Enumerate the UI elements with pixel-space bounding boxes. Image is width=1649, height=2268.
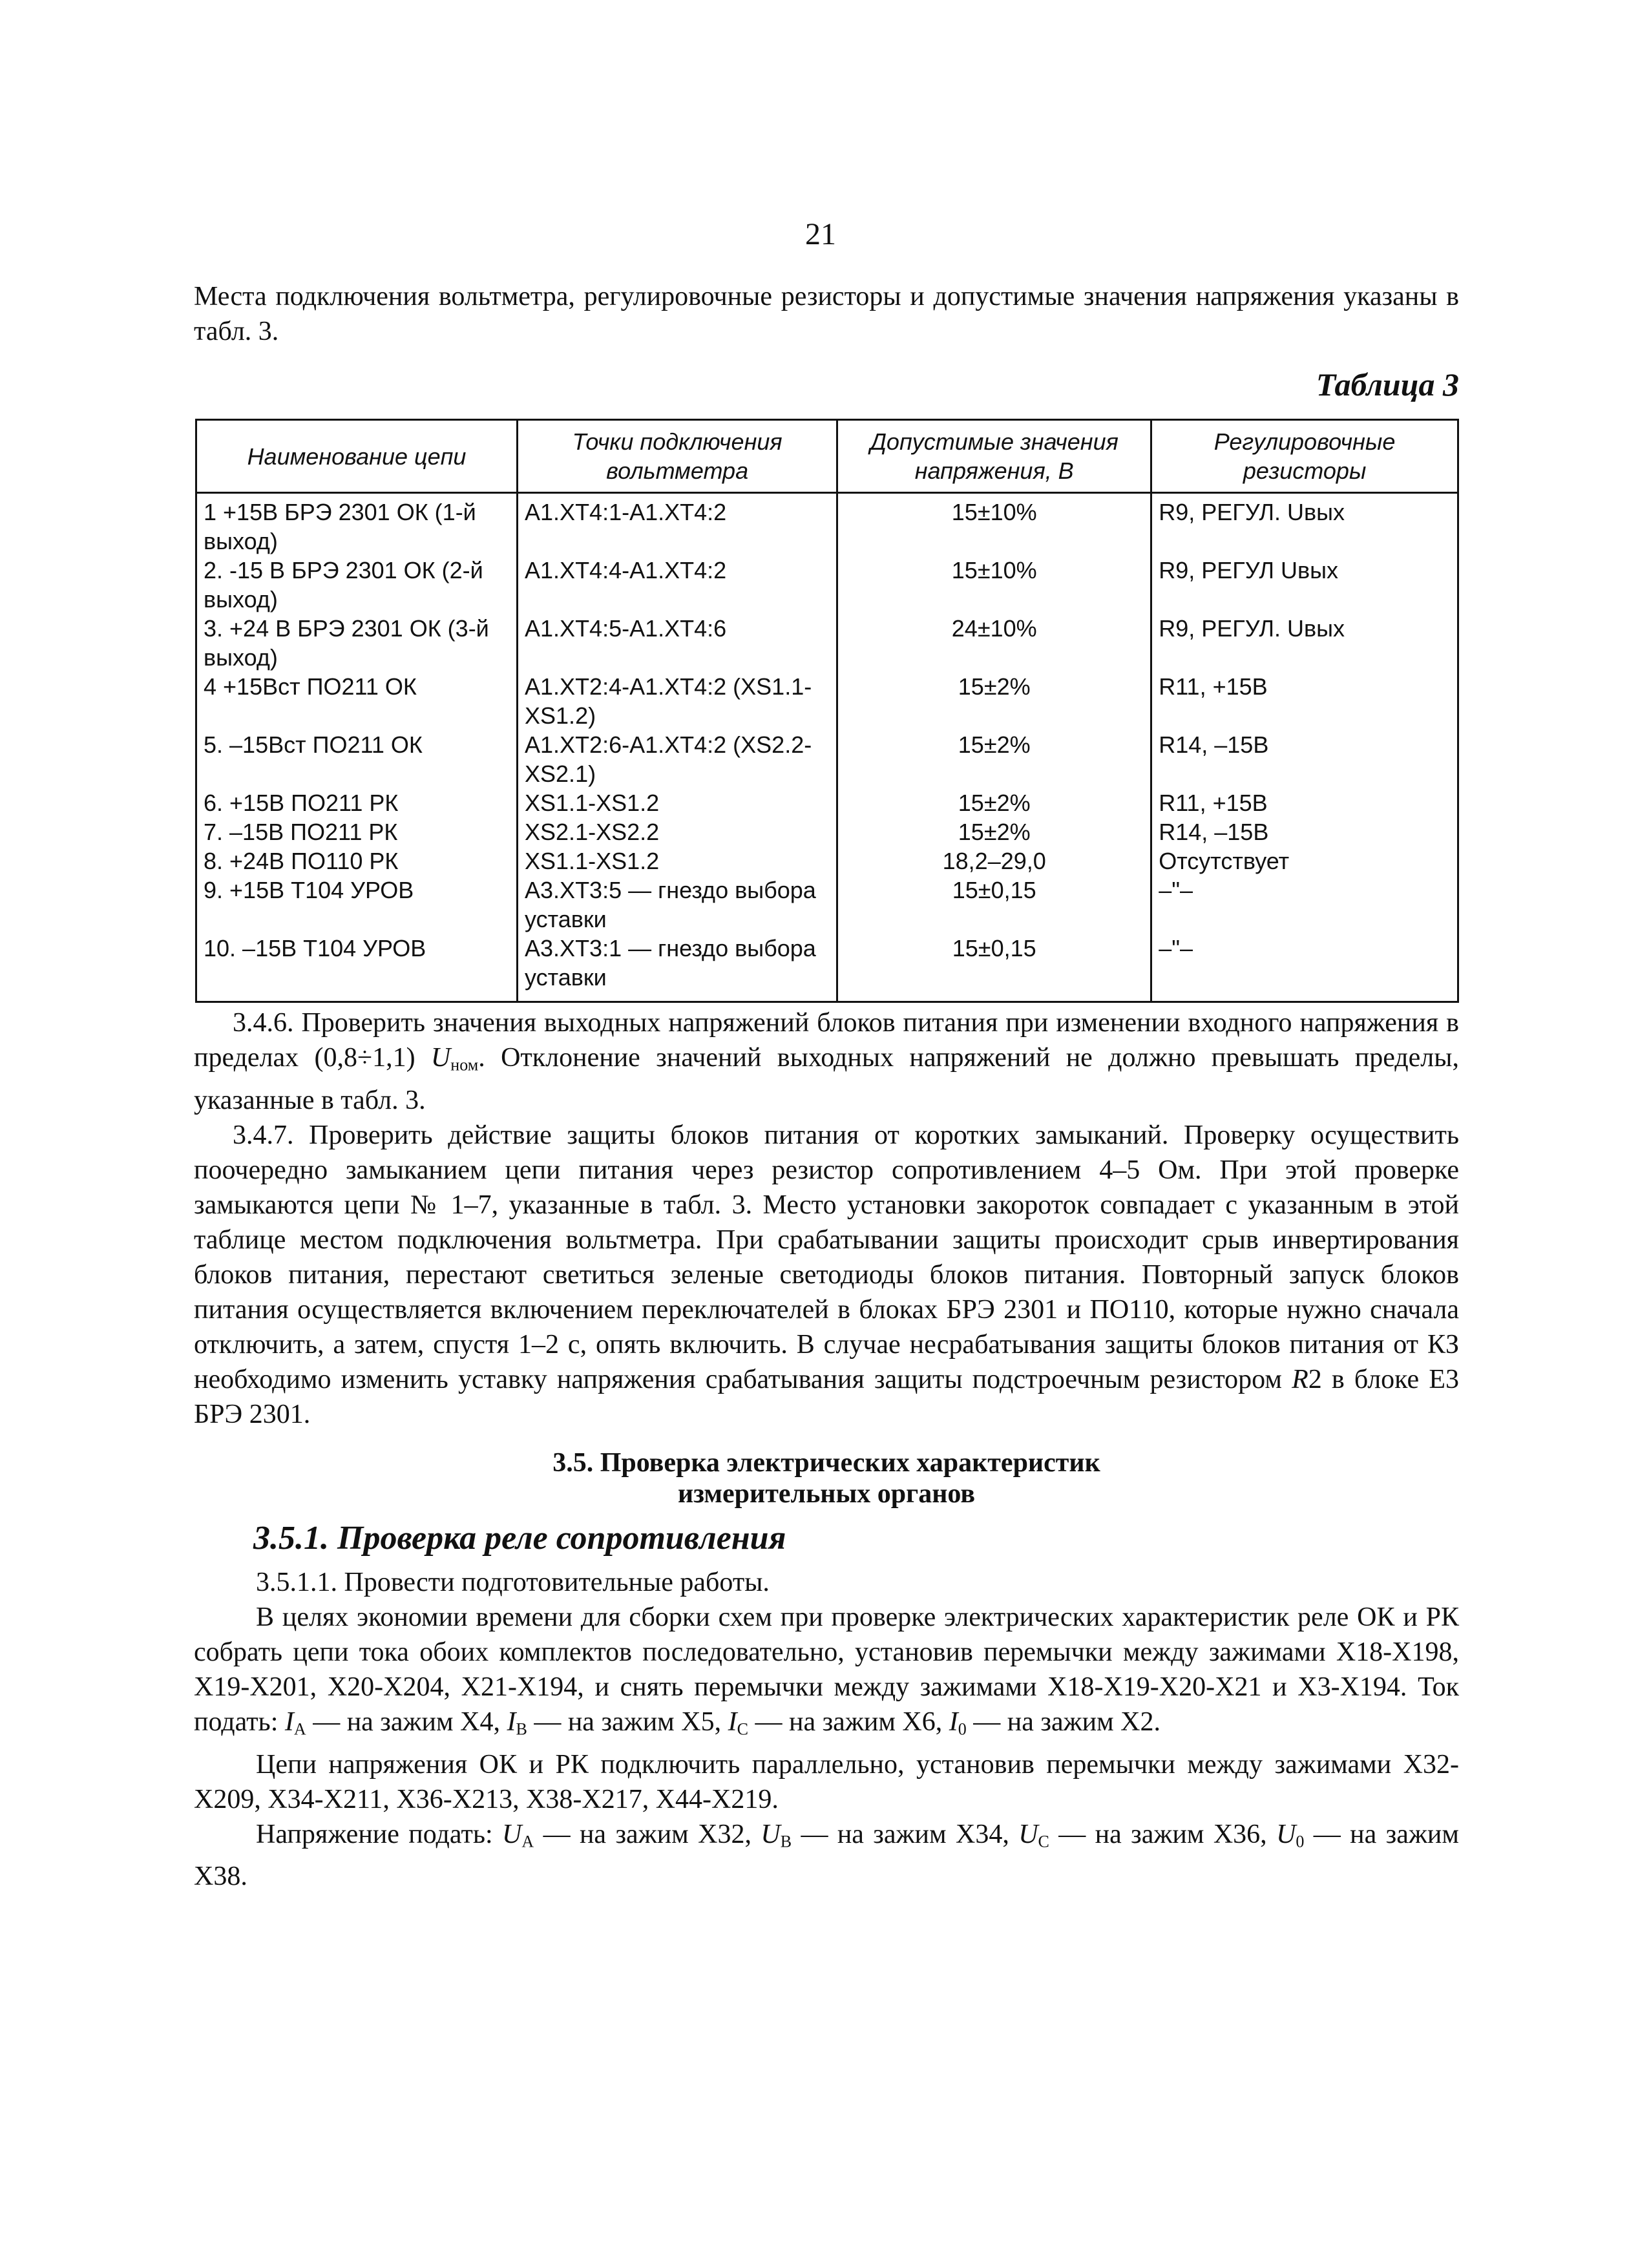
cell-circuit: 9. +15В Т104 УРОВ (196, 876, 518, 934)
cell-points: А1.ХТ2:4-А1.ХТ4:2 (XS1.1-XS1.2) (518, 672, 837, 730)
header-resistors: Регулировочные резисторы (1151, 420, 1458, 493)
cell-value: 15±0,15 (837, 934, 1151, 1002)
paragraph-voltage-supply: Напряжение подать: $U_A$ — на зажим Х32, $U_B$ — на зажим Х34, $U_C$ — на зажим Х36, $U_0$ — на зажим Х38. (194, 1819, 1459, 1891)
voltage-table (195, 419, 1459, 1003)
cell-resistor: R9, РЕГУЛ. Uвых (1151, 614, 1458, 672)
section-title-line-2: измерительных органов (677, 1479, 976, 1509)
cell-circuit: 1 +15В БРЭ 2301 ОК (1-й выход) (196, 493, 518, 556)
subsection-body (194, 1565, 1459, 1894)
cell-resistor: Отсутствует (1151, 846, 1458, 876)
cell-value: 15±10% (837, 556, 1151, 614)
paragraph-3-4-7: 3.4.7. Проверить действие защиты блоков питания от коротких замыканий. Проверку осуществить поочередно замыканием цепи питания через резистор сопротивлением 4–5 Ом. При этой проверке замыкаются цепи № 1–7, указанные в табл. 3. Место установки закороток совпадает с указанным в этой таблице местом подключения вольтметра. При срабатывании защиты происходит срыв инвертирования блоков питания, перестают светиться зеленые светодиоды блоков питания. Повторный запуск блоков питания осуществляется включением переключателей в блоках БРЭ 2301 и ПО110, которые нужно сначала отключить, а затем, спустя 1–2 с, опять включить. В случае несрабатывания защиты блоков питания от КЗ необходимо изменить уставку напряжения срабатывания защиты подстроечным резистором R2 в блоке Е3 БРЭ 2301. (194, 1120, 1459, 1429)
cell-resistor: R14, –15В (1151, 817, 1458, 846)
cell-points: А1.ХТ4:1-А1.ХТ4:2 (518, 493, 837, 556)
cell-resistor: –"– (1151, 876, 1458, 934)
table-row (196, 614, 1458, 672)
paragraph-3-5-1-1: 3.5.1.1. Провести подготовительные работы. (256, 1568, 770, 1597)
cell-value: 18,2–29,0 (837, 846, 1151, 876)
cell-resistor: R9, РЕГУЛ Uвых (1151, 556, 1458, 614)
cell-value: 15±2% (837, 730, 1151, 788)
table-row (196, 556, 1458, 614)
table-row (196, 817, 1458, 846)
cell-circuit: 8. +24В ПО110 РК (196, 846, 518, 876)
cell-value: 24±10% (837, 614, 1151, 672)
cell-resistor: R14, –15В (1151, 730, 1458, 788)
cell-circuit: 5. –15Вст ПО211 ОК (196, 730, 518, 788)
section-title-line-1: 3.5. Проверка электрических характеристик (552, 1448, 1100, 1478)
header-values: Допустимые значения напряжения, В (837, 420, 1151, 493)
cell-value: 15±0,15 (837, 876, 1151, 934)
cell-circuit: 7. –15В ПО211 РК (196, 817, 518, 846)
paragraph-parallel-circuits: Цепи напряжения ОК и РК подключить параллельно, установив перемычки между зажимами Х32-Х209, Х34-Х211, Х36-Х213, Х38-Х217, Х44-Х219. (194, 1749, 1459, 1814)
cell-points: XS1.1-XS1.2 (518, 846, 837, 876)
table-row (196, 493, 1458, 556)
cell-points: А3.ХТ3:1 — гнездо выбора уставки (518, 934, 837, 1002)
cell-value: 15±10% (837, 493, 1151, 556)
cell-circuit: 6. +15В ПО211 РК (196, 788, 518, 817)
cell-value: 15±2% (837, 672, 1151, 730)
cell-circuit: 2. -15 В БРЭ 2301 ОК (2-й выход) (196, 556, 518, 614)
cell-value: 15±2% (837, 788, 1151, 817)
subsection-title: 3.5.1. Проверка реле сопротивления (253, 1520, 786, 1557)
intro-paragraph: Места подключения вольтметра, регулировочные резисторы и допустимые значения напряжения указаны в табл. 3. (194, 282, 1459, 346)
table-row (196, 846, 1458, 876)
table-row (196, 934, 1458, 1002)
cell-resistor: R11, +15В (1151, 672, 1458, 730)
table-row (196, 788, 1458, 817)
cell-circuit: 4 +15Вст ПО211 ОК (196, 672, 518, 730)
cell-points: А1.ХТ4:5-А1.ХТ4:6 (518, 614, 837, 672)
cell-circuit: 10. –15В Т104 УРОВ (196, 934, 518, 1002)
paragraph-3-4-6: 3.4.6. Проверить значения выходных напряжений блоков питания при изменении входного напряжения в пределах (0,8÷1,1) $U_{ном}$. Отклонение значений выходных напряжений не должно превышать пределы, указанные в табл. 3. (194, 1008, 1459, 1115)
cell-resistor: R9, РЕГУЛ. Uвых (1151, 493, 1458, 556)
paragraph-series-circuits: В целях экономии времени для сборки схем при проверке электрических характеристик реле ОК и РК собрать цепи тока обоих комплектов последовательно, установив перемычки между зажимами Х18-Х198, Х19-Х201, Х20-Х204, Х21-Х194, и снять перемычки между зажимами Х18-Х19-Х20-Х21 и Х3-Х194. Ток подать: $I_A$ — на зажим Х4, $I_B$ — на зажим Х5, $I_C$ — на зажим Х6, $I_0$ — на зажим Х2. (194, 1602, 1459, 1739)
cell-points: А3.ХТ3:5 — гнездо выбора уставки (518, 876, 837, 934)
cell-circuit: 3. +24 В БРЭ 2301 ОК (3-й выход) (196, 614, 518, 672)
cell-points: XS2.1-XS2.2 (518, 817, 837, 846)
table-row (196, 672, 1458, 730)
cell-points: А1.ХТ2:6-А1.ХТ4:2 (XS2.2-XS2.1) (518, 730, 837, 788)
cell-resistor: R11, +15В (1151, 788, 1458, 817)
section-title (194, 1447, 1459, 1509)
cell-points: XS1.1-XS1.2 (518, 788, 837, 817)
header-points: Точки подключения вольтметра (518, 420, 837, 493)
page-number: 21 (805, 217, 836, 251)
table-caption: Таблица 3 (1316, 366, 1459, 403)
header-circuit: Наименование цепи (196, 420, 518, 493)
body-text (194, 1005, 1459, 1432)
cell-value: 15±2% (837, 817, 1151, 846)
cell-resistor: –"– (1151, 934, 1458, 1002)
table-header-row (196, 420, 1458, 493)
cell-points: А1.ХТ4:4-А1.ХТ4:2 (518, 556, 837, 614)
table-row (196, 730, 1458, 788)
table-row (196, 876, 1458, 934)
